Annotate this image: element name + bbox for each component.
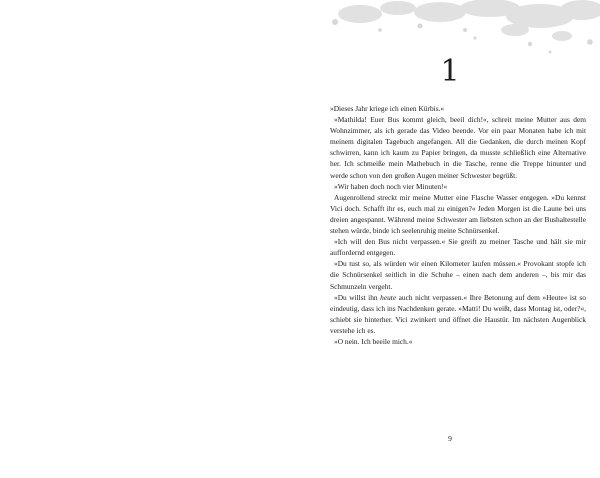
chapter-body-text (330, 103, 586, 347)
paragraph (330, 192, 586, 236)
paragraph (330, 292, 586, 336)
paragraph-text: »Mathilda! Euer Bus kommt gleich, beeil dich!«, schreit meine Mutter aus dem Wohnzimmer, als ich gerade das Video beende. Vor ein paar Monaten habe ich mit meinem digitalen Tagebuch angefangen. All die Gedanken, die durch meinen Kopf schwirren, kann ich kaum zu Papier bringen, da musste schließlich eine Alternative her. Ich schmeiße mein Mathebuch in die Tasche, renne die Treppe hinunter und werde schon von den großen Augen meiner Schwester begrüßt. (330, 115, 586, 180)
paragraph (330, 114, 586, 181)
paragraph (330, 103, 586, 114)
paragraph-text: auch nicht verpassen.« Ihre Betonung auf dem »Heute« ist so eindeutig, dass ich ins Nachdenken gerate. »Matti! Du weißt, dass Montag ist, oder?«, schiebt sie hinterher. Vici zwinkert und öffnet die Haustür. Im nächsten Augenblick verstehe ich es. (330, 292, 586, 335)
paragraph (330, 258, 586, 291)
paragraph-text: »Du tust so, als würden wir einen Kilometer laufen müssen.« Provokant stopfe ich die Schnürsenkel seitlich in die Schuhe – einen nach dem anderen –, bis mir das Schmunzeln vergeht. (330, 259, 586, 291)
paragraph (330, 336, 586, 347)
paragraph (330, 236, 586, 258)
paragraph-text: »Dieses Jahr kriege ich einen Kürbis.« (330, 104, 445, 113)
right-page (300, 0, 600, 478)
ink-splatter-decoration (300, 0, 600, 60)
page-number: 9 (448, 434, 452, 443)
paragraph-text: »Ich will den Bus nicht verpassen.« Sie greift zu meiner Tasche und hält sie mir auffordernd entgegen. (330, 237, 586, 258)
emphasized-text: heute (380, 292, 397, 302)
paragraph-text: »Wir haben doch noch vier Minuten!« (334, 181, 448, 191)
paragraph-text: »O nein. Ich beeile mich.« (334, 336, 413, 346)
chapter-number: 1 (440, 54, 460, 89)
paragraph-text: »Du willst ihn (334, 292, 381, 302)
paragraph-text: Augenrollend streckt mir meine Mutter eine Flasche Wasser entgegen. »Du kennst Vici doch. Schafft ihr es, euch mal zu einigen?« Jeden Morgen ist die Laune bei uns dreien angespannt. Während meine Schwester am liebsten schon an der Bushaltestelle stehen würde, binde ich seelenruhig meine Schnürsenkel. (330, 192, 586, 236)
paragraph (330, 181, 586, 192)
